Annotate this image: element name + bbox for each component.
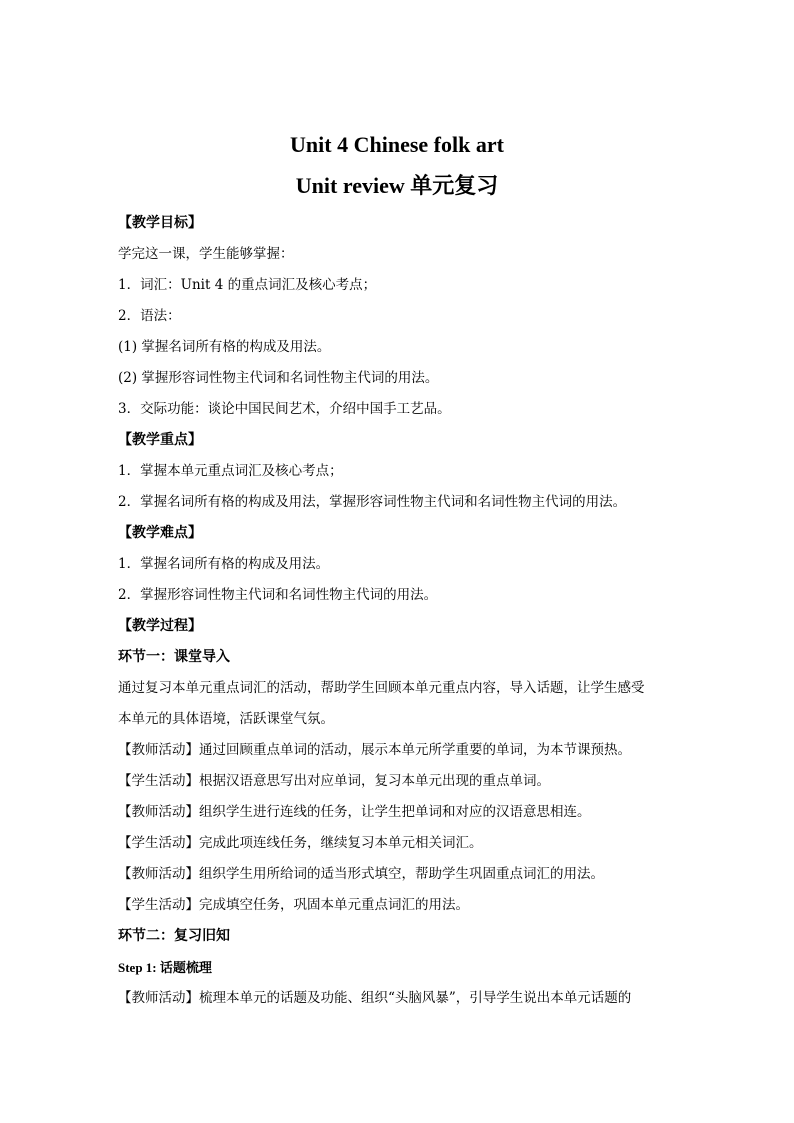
- objectives-heading: 【教学目标】: [118, 215, 202, 231]
- document-title: Unit 4 Chinese folk art: [290, 132, 504, 157]
- process-heading: 【教学过程】: [118, 618, 202, 634]
- section2-title: 环节二：复习旧知: [118, 928, 230, 944]
- key-points-heading: 【教学重点】: [118, 432, 202, 448]
- key-point-item: 1．掌握本单元重点词汇及核心考点；: [118, 463, 343, 479]
- activity-line: 【教师活动】梳理本单元的话题及功能、组织“头脑风暴”，引导学生说出本单元话题的: [118, 990, 632, 1006]
- objective-item: 1．词汇：Unit 4 的重点词汇及核心考点；: [118, 277, 377, 293]
- objective-item: (1) 掌握名词所有格的构成及用法。: [118, 339, 331, 355]
- objective-item: (2) 掌握形容词性物主代词和名词性物主代词的用法。: [118, 370, 439, 386]
- document-subtitle: Unit review 单元复习: [295, 173, 499, 198]
- section1-paragraph-line: 本单元的具体语境，活跃课堂气氛。: [118, 711, 334, 727]
- key-point-item: 2．掌握名词所有格的构成及用法，掌握形容词性物主代词和名词性物主代词的用法。: [118, 494, 627, 510]
- activity-line: 【学生活动】完成此项连线任务，继续复习本单元相关词汇。: [118, 835, 483, 851]
- objective-item: 3．交际功能：谈论中国民间艺术，介绍中国手工艺品。: [118, 401, 451, 417]
- step1-title: Step 1: 话题梳理: [118, 960, 212, 975]
- activity-line: 【教师活动】通过回顾重点单词的活动，展示本单元所学重要的单词，为本节课预热。: [118, 742, 631, 758]
- activity-line: 【学生活动】完成填空任务，巩固本单元重点词汇的用法。: [118, 897, 469, 913]
- difficulty-item: 1．掌握名词所有格的构成及用法。: [118, 556, 330, 572]
- objective-item: 2．语法：: [118, 308, 181, 324]
- activity-line: 【教师活动】组织学生进行连线的任务，让学生把单词和对应的汉语意思相连。: [118, 804, 591, 820]
- activity-line: 【教师活动】组织学生用所给词的适当形式填空，帮助学生巩固重点词汇的用法。: [118, 866, 604, 882]
- document-body: [118, 208, 680, 1014]
- activity-line: 【学生活动】根据汉语意思写出对应单词，复习本单元出现的重点单词。: [118, 773, 550, 789]
- objectives-intro: 学完这一课，学生能够掌握：: [118, 246, 294, 262]
- difficulties-heading: 【教学难点】: [118, 525, 202, 541]
- difficulty-item: 2．掌握形容词性物主代词和名词性物主代词的用法。: [118, 587, 438, 603]
- section1-title: 环节一：课堂导入: [118, 649, 230, 665]
- section1-paragraph-line: 通过复习本单元重点词汇的活动，帮助学生回顾本单元重点内容，导入话题，让学生感受: [118, 680, 645, 696]
